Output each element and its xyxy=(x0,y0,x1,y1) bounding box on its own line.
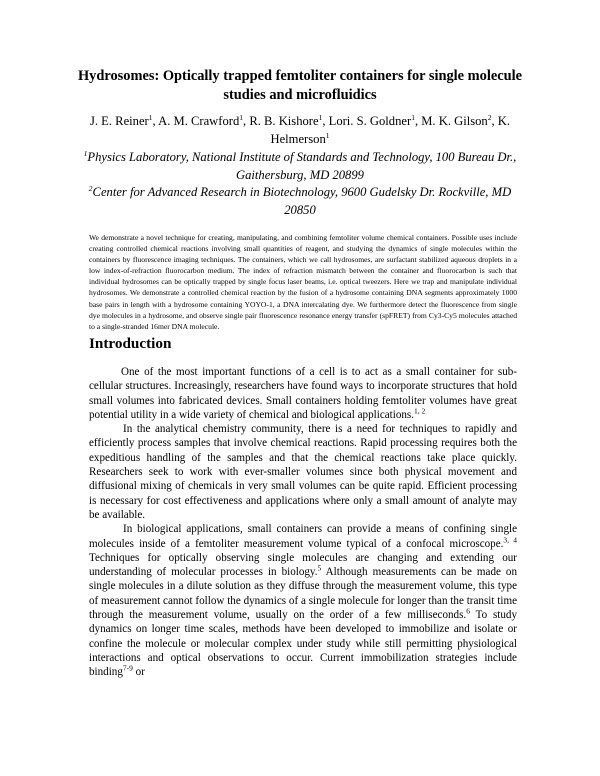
paper-title: Hydrosomes: Optically trapped femtoliter containers for single molecule studies and microfluidics xyxy=(77,68,523,103)
paragraph: One of the most important functions of a cell is to act as a small container for sub-cellular structures. Increasingly, researchers have found ways to incorporate structures that hold small volumes into fabricated devices. Small containers holding femtoliter volumes have great potential utility in a wide variety of chemical and biological applications.$^{1, 2}$ xyxy=(89,366,517,421)
author-list: J. E. Reiner$^1$, A. M. Crawford$^1$, R. B. Kishore$^1$, Lori. S. Goldner$^1$, M. K. Gilson$^2$, K. Helmerson$^1$ xyxy=(89,112,511,146)
affiliation-1: $^1$Physics Laboratory, National Institute of Standards and Technology, 100 Bureau Dr., Gaithersburg, MD 20899 xyxy=(83,148,517,182)
body-text xyxy=(89,365,517,680)
author: K. Helmerson$^1$ xyxy=(270,114,511,146)
citation: 7-9 xyxy=(122,663,133,673)
author: A. M. Crawford$^1$ xyxy=(158,112,244,128)
paragraph: In the analytical chemistry community, there is a need for techniques to rapidly and efficiently process samples that involve chemical reactions. Rapid processing requires both the expeditious handling of the samples and that the chemical reactions take place quickly. Researchers seek to work with ever-smaller volumes since both physical movement and diffusional mixing of chemicals in very small volumes can be quite rapid. Efficient processing is necessary for cost effectiveness and applications where only a small amount of analyte may be available. xyxy=(89,423,517,521)
author: R. B. Kishore$^1$ xyxy=(249,112,323,128)
author: Lori. S. Goldner$^1$ xyxy=(328,112,415,128)
paragraph: In biological applications, small containers can provide a means of confining single molecules inside of a femtoliter measurement volume typical of a confocal microscope.$^{3, 4}$ Techniques for optically observing single molecules are changing and extending our understanding of molecular processes in biology.$^5$ Although measurements can be made on single molecules in a dilute solution as they diffuse through the measurement volume, this type of measurement cannot follow the dynamics of a single molecule for longer than the transit time through the measurement volume, usually on the order of a few milliseconds.$^6$ To study dynamics on longer time scales, methods have been developed to immobilize and isolate or confine the molecule or molecular complex under study while still permitting physiological interactions and optical observations to occur. Current immobilization strategies include binding$^{7-9}$ or xyxy=(89,523,518,679)
affiliation-2: $^2$Center for Advanced Research in Biotechnology, 9600 Gudelsky Dr. Rockville, MD 20850 xyxy=(88,183,512,217)
author: M. K. Gilson$^2$ xyxy=(421,112,492,128)
citation: 6 xyxy=(466,606,470,616)
abstract: We demonstrate a novel technique for creating, manipulating, and combining femtoliter volume chemical containers. Possible uses include creating controlled chemical reactions involving small quantities of reagent, and studying the dynamics of single molecules within the containers by fluorescence imaging techniques. The containers, which we call hydrosomes, are surfactant stabilized aqueous droplets in a low index-of-refraction fluorocarbon medium. The index of refraction mismatch between the container and fluorocarbon is such that individual hydrosomes can be optically trapped by single focus laser beams, i.e. optical tweezers. Here we trap and manipulate individual hydrosomes. We demonstrate a controlled chemical reaction by the fusion of a hydrosome containing DNA segments approximately 1000 base pairs in length with a hydrosome containing YOYO-1, a DNA intercalating dye. We furthermore detect the fluorescence from single dye molecules in a hydrosome, and observe single pair fluorescence resonance energy transfer (spFRET) from Cy3-Cy5 molecules attached to a single-stranded 16mer DNA molecule. xyxy=(89,233,517,331)
citation: 3, 4 xyxy=(503,534,518,544)
author: J. E. Reiner$^1$ xyxy=(89,112,153,128)
section-heading: Introduction xyxy=(89,335,172,352)
citation: 1, 2 xyxy=(414,406,426,416)
citation: 5 xyxy=(317,563,322,573)
